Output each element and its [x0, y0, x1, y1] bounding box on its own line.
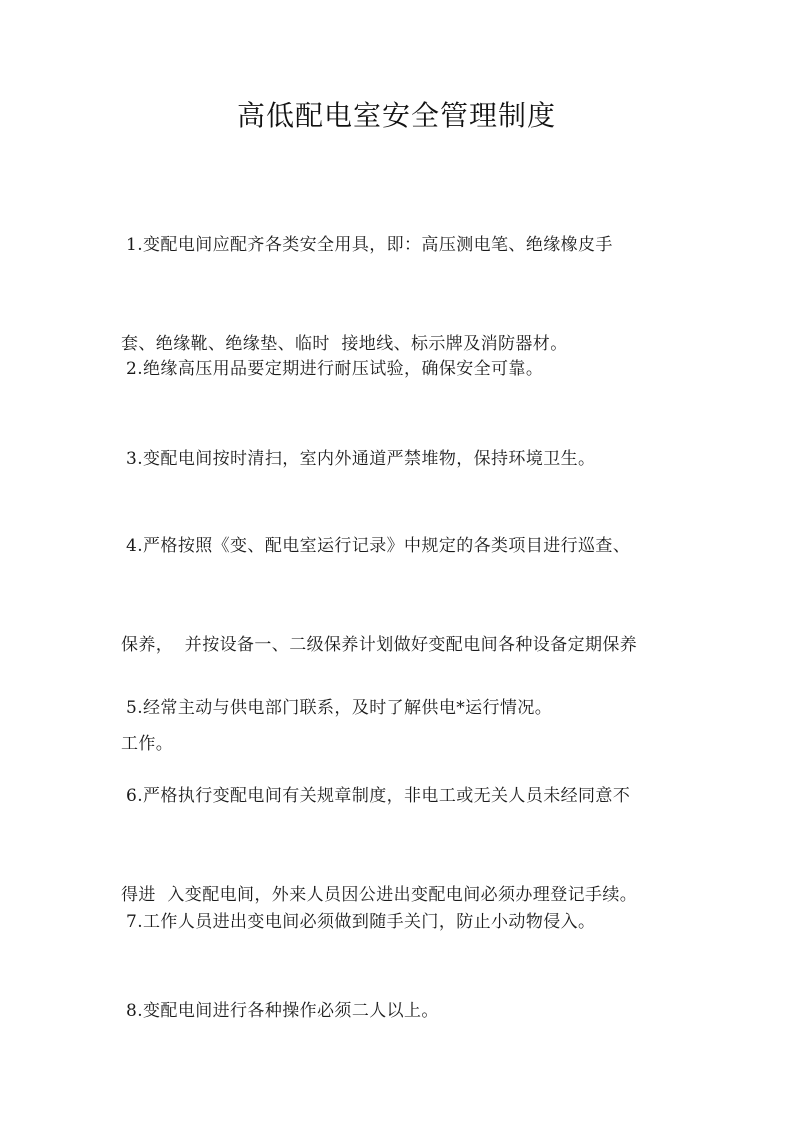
rule-text-line: 2.绝缘高压用品要定期进行耐压试验，确保安全可靠。 — [126, 359, 544, 379]
rule-text-line: 8.变配电间进行各种操作必须二人以上。 — [126, 1001, 439, 1021]
rule-text-line: 7.工作人员进出变电间必须做到随手关门，防止小动物侵入。 — [126, 912, 596, 932]
document-title: 高低配电室安全管理制度 — [236, 99, 556, 132]
rule-text-line: 1.变配电间应配齐各类安全用具，即：高压测电笔、绝缘橡皮手 — [126, 235, 613, 255]
rule-text-line: 得进 入变配电间，外来人员因公进出变配电间必须办理登记手续。 — [121, 885, 638, 905]
rule-text-line: 工作。 — [121, 734, 174, 754]
rule-item-8 — [121, 929, 681, 1094]
rule-text-line: 6.严格执行变配电间有关规章制度，非电工或无关人员未经同意不 — [126, 786, 631, 806]
rule-text-line: 3.变配电间按时清扫，室内外通道严禁堆物，保持环境卫生。 — [126, 449, 596, 469]
rule-text-line: 5.经常主动与供电部门联系，及时了解供电*运行情况。 — [126, 698, 553, 718]
rule-text-line: 4.严格按照《变、配电室运行记录》中规定的各类项目进行巡查、 — [126, 536, 631, 556]
rule-text-line: 保养， 并按设备一、二级保养计划做好变配电间各种设备定期保养 — [121, 635, 638, 655]
rule-text-line: 套、绝缘靴、绝缘垫、临时 接地线、标示牌及消防器材。 — [121, 334, 568, 354]
